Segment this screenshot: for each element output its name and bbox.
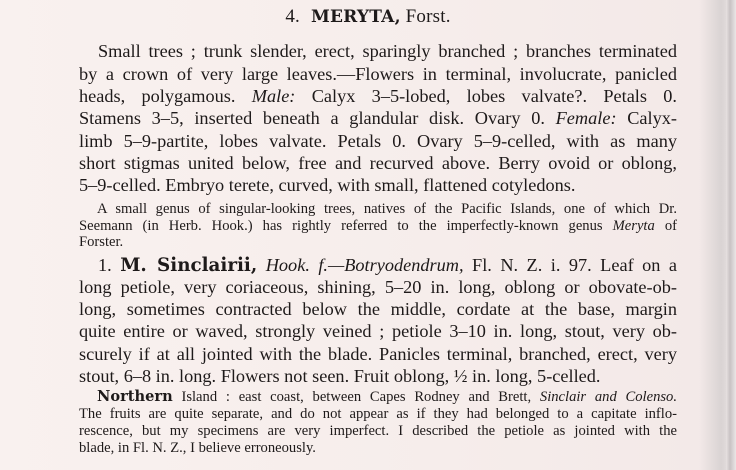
genus-description-line: short stigmas united below, free and recurved above. Berry ovoid or oblong,: [79, 153, 677, 173]
genus-number: 4.: [285, 6, 300, 27]
species-description-line: scurely if at all jointed with the blade. Panicles terminal, branched, erect, very: [79, 344, 677, 364]
genus-authority: Forst.: [405, 6, 451, 27]
genus-heading: [0, 6, 736, 28]
species-name: M. Sinclairii,: [120, 255, 258, 276]
genus-description-line: Stamens 3–5, inserted beneath a glandular disk. Ovary 0. Female: Calyx-: [79, 108, 677, 128]
genus-note-line: Seemann (in Herb. Hook.) has rightly referred to the imperfectly-known genus Meryta of: [79, 218, 677, 234]
genus-description-line: Small trees ; trunk slender, erect, sparingly branched ; branches terminated: [98, 41, 677, 61]
genus-note-line: A small genus of singular-looking trees, natives of the Pacific Islands, one of which Dr.: [97, 201, 677, 217]
species-number: 1.: [98, 255, 112, 275]
genus-description-line: limb 5–9-partite, lobes valvate. Petals 0. Ovary 5–9-celled, with as many: [79, 131, 677, 151]
species-authority: Hook. f.—Botryodendrum,: [265, 255, 464, 275]
species-description-line: long petiole, very coriaceous, shining, 5–20 in. long, oblong or obovate-ob-: [79, 277, 677, 297]
species-reference: Fl. N. Z. i. 97. Leaf on a: [463, 255, 677, 275]
genus-description-line: 5–9-celled. Embryo terete, curved, with small, flattened cotyledons.: [79, 175, 576, 195]
species-note-line: rescence, but my specimens are very imperfect. I described the petiole as jointed with the: [79, 423, 677, 439]
locality-label: Northern: [97, 388, 173, 405]
species-description-line: long, sometimes contracted below the middle, cordate at the base, margin: [79, 299, 677, 319]
genus-description-line: by a crown of very large leaves.—Flowers in terminal, involucrate, panicled: [79, 64, 677, 84]
genus-description-line: heads, polygamous. Male: Calyx 3–5-lobed, lobes valvate?. Petals 0.: [79, 86, 678, 106]
species-note-line: blade, in Fl. N. Z., I believe erroneously.: [79, 440, 316, 456]
genus-name: MERYTA,: [310, 7, 401, 27]
species-note-line: The fruits are quite separate, and do not appear as if they had belonged to a capitate inflo-: [79, 406, 677, 422]
genus-note-line: Forster.: [79, 234, 124, 250]
collectors: Sinclair and Colenso.: [539, 389, 677, 405]
species-description-line: stout, 6–8 in. long. Flowers not seen. Fruit oblong, ½ in. long, 5-celled.: [79, 366, 601, 386]
species-locality-line: Northern Island : east coast, between Capes Rodney and Brett, Sinclair and Colenso.: [97, 388, 677, 405]
species-heading-line: [98, 254, 677, 277]
page-edge-shadow: [726, 0, 736, 470]
species-description-line: quite entire or waved, strongly veined ; petiole 3–10 in. long, stout, very ob-: [79, 321, 677, 341]
